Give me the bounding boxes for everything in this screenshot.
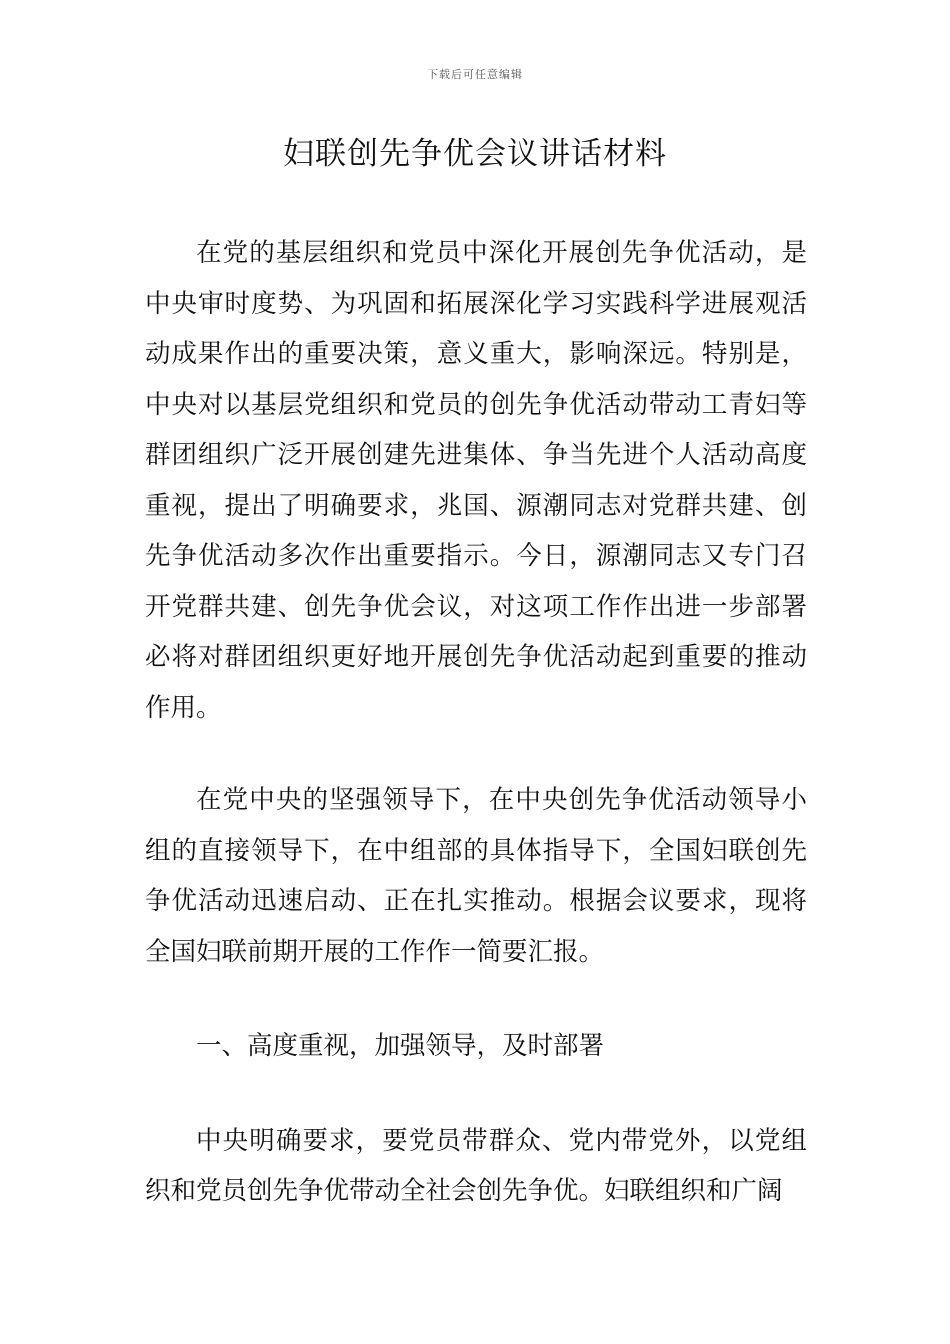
- paragraph-leadership: 在党中央的坚强领导下，在中央创先争优活动领导小组的直接领导下，在中组部的具体指导下，全国妇联创先争优活动迅速启动、正在扎实推动。根据会议要求，现将全国妇联前期开展的工作作一简要汇报。: [145, 785, 807, 967]
- paragraph-requirements: 中央明确要求，要党员带群众、党内带党外，以党组织和党员创先争优带动全社会创先争优。妇联组织和广阔: [145, 1125, 807, 1206]
- section-heading-1: 一、高度重视，加强领导，及时部署: [196, 1031, 605, 1061]
- paragraph-intro: 在党的基层组织和党员中深化开展创先争优活动，是中央审时度势、为巩固和拓展深化学习实践科学进展观活动成果作出的重要决策，意义重大，影响深远。特别是，中央对以基层党组织和党员的创先争优活动带动工青妇等群团组织广泛开展创建先进集体、争当先进个人活动高度重视，提出了明确要求，兆国、源潮同志对党群共建、创先争优活动多次作出重要指示。今日，源潮同志又专门召开党群共建、创先争优会议，对这项工作作出进一步部署必将对群团组织更好地开展创先争优活动起到重要的推动作用。: [145, 238, 807, 723]
- header-note: 下载后可任意编辑: [427, 68, 523, 81]
- document-body: [145, 228, 807, 1217]
- document-title: 妇联创先争优会议讲话材料: [283, 136, 667, 172]
